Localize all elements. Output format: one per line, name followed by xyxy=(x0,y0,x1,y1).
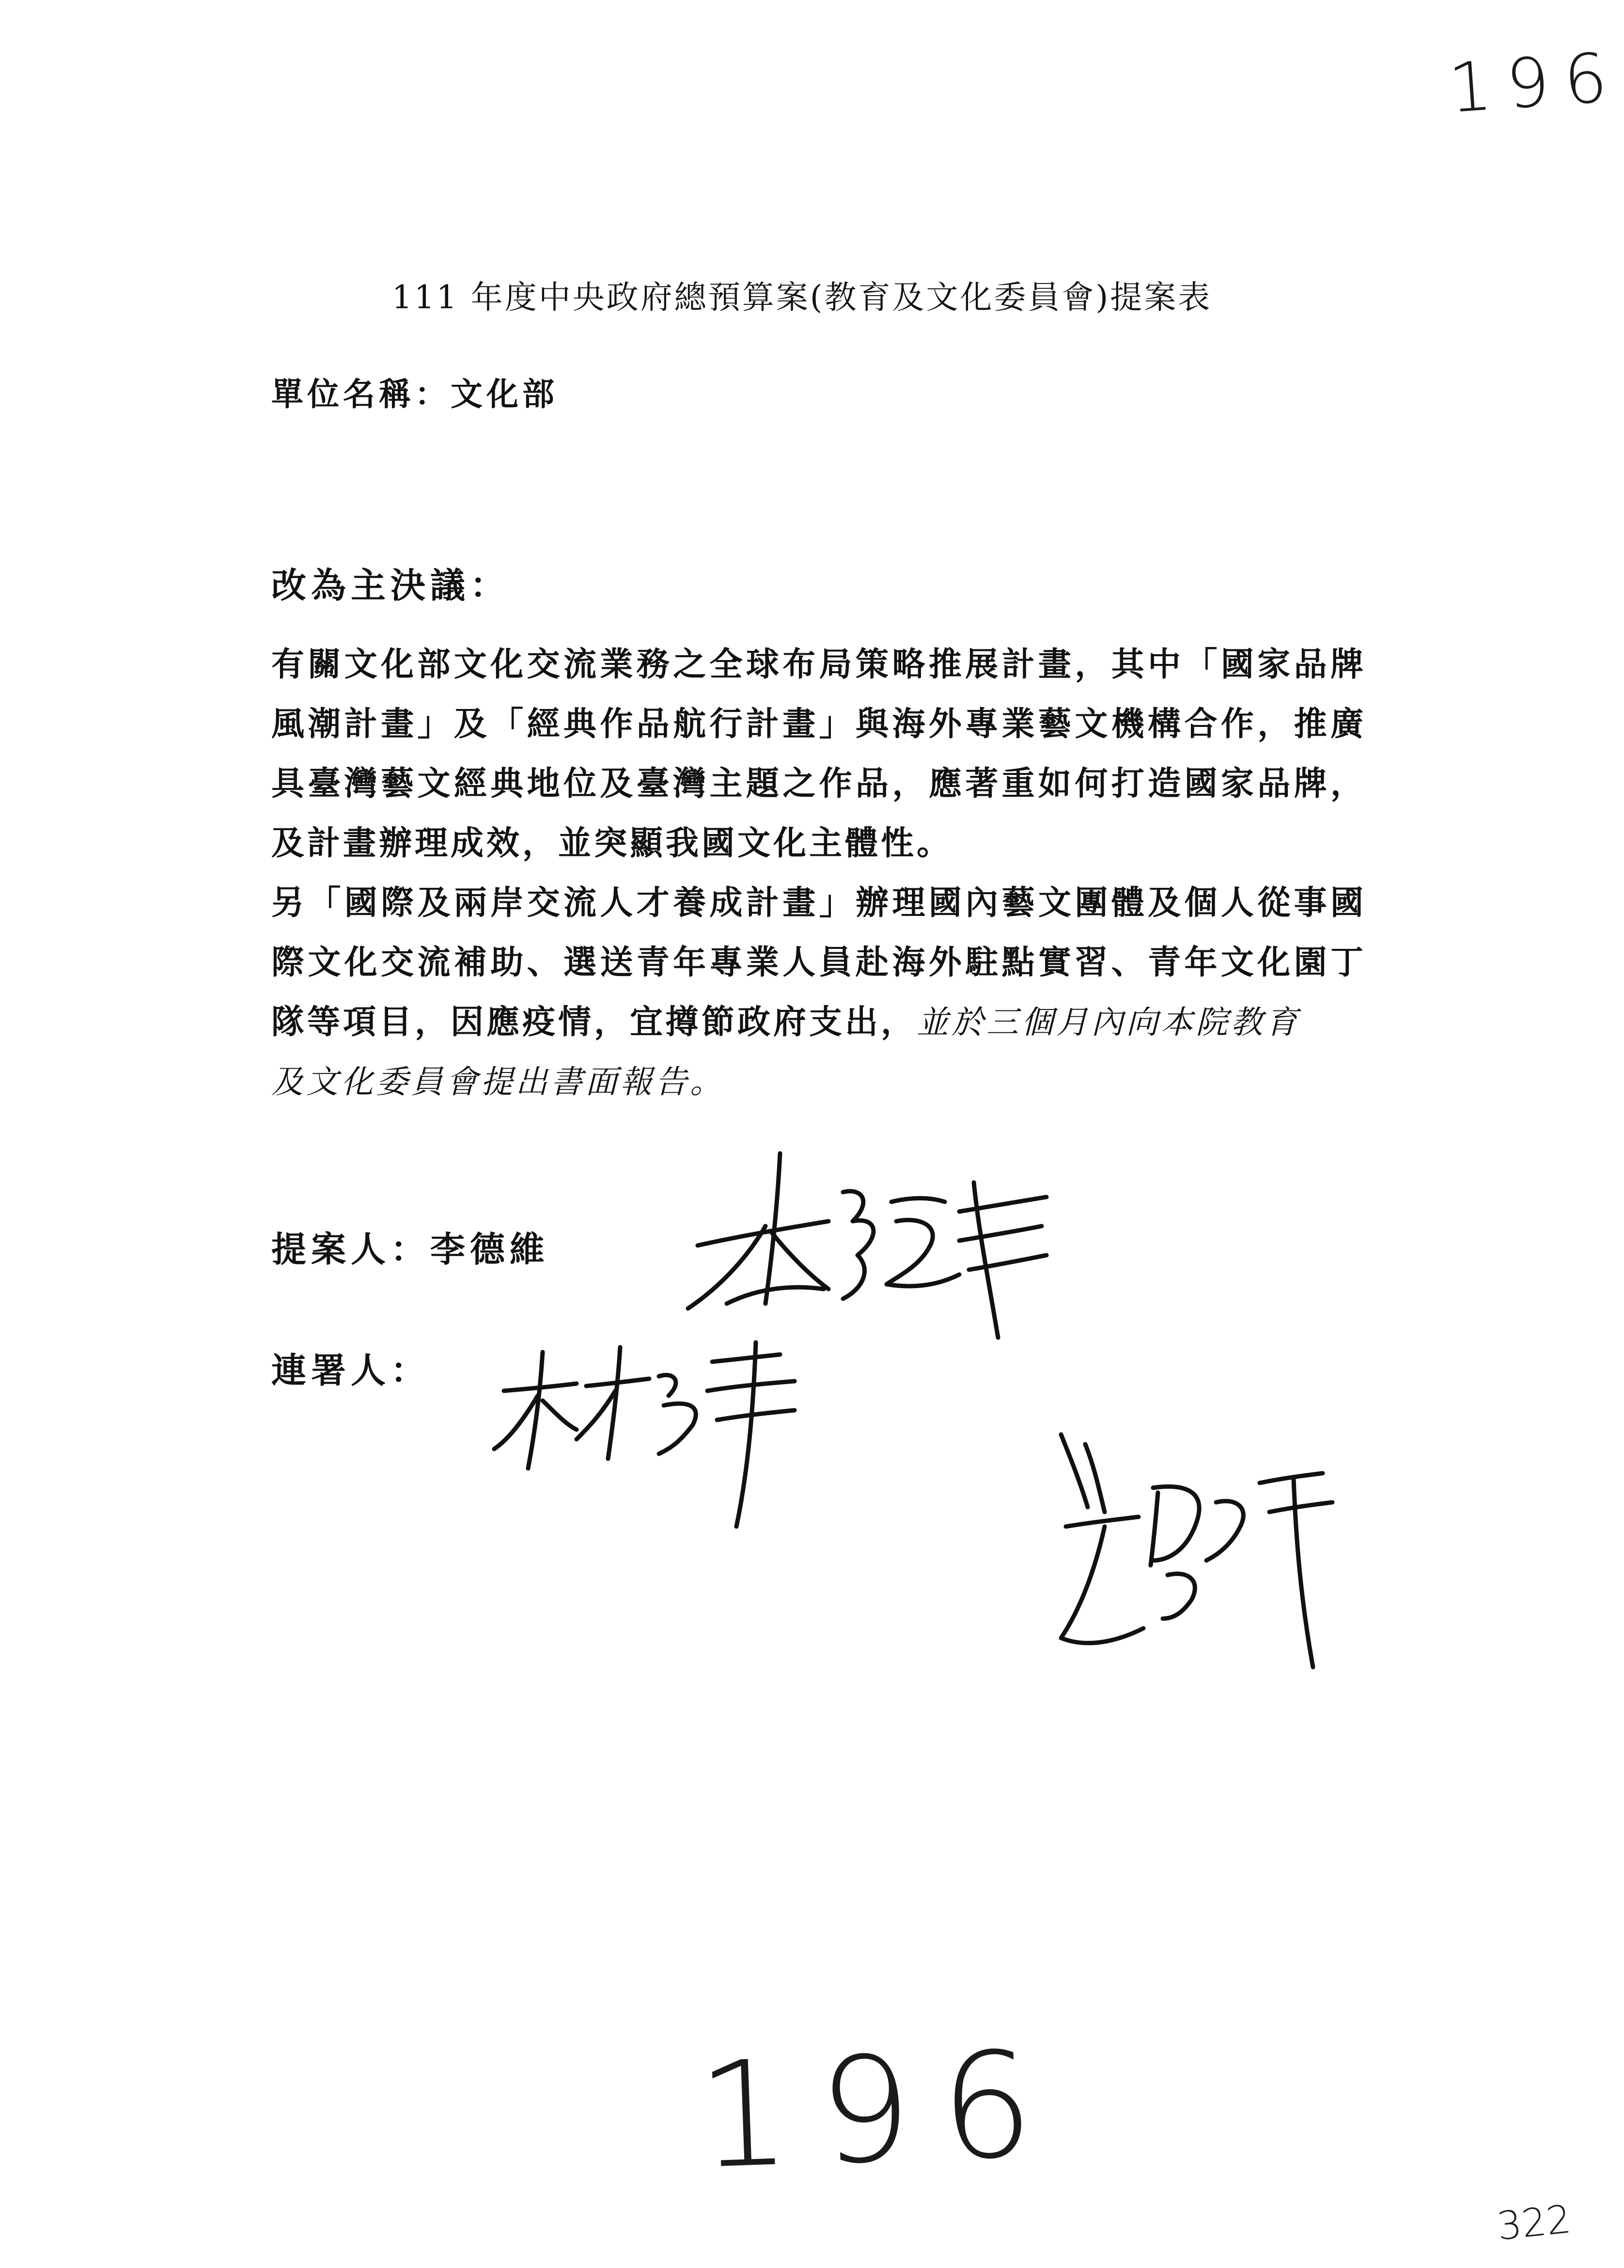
paragraph-2 xyxy=(271,873,1366,1112)
paragraph-2-text: 另「國際及兩岸交流人才養成計畫」辦理國內藝文團體及個人從事國際文化交流補助、選送青年專業人員赴海外駐點實習、青年文化園丁隊等項目，因應疫情，宜撙節政府支出， xyxy=(271,883,1366,1041)
cosigner-label: 連署人： xyxy=(271,1350,431,1391)
handwritten-addition-2: 及文化委員會提出書面報告。 xyxy=(271,1063,725,1101)
cosigner-1-signature xyxy=(484,1333,824,1536)
handwritten-addition-1: 並於三個月內向本院教育 xyxy=(917,1004,1301,1041)
proposer-label: 提案人： xyxy=(271,1228,431,1270)
paragraph-1: 有關文化部文化交流業務之全球布局策略推展計畫，其中「國家品牌風潮計畫」及「經典作品航行計畫」與海外專業藝文機構合作，推廣具臺灣藝文經典地位及臺灣主題之作品，應著重如何打造國家品牌，及計畫辦理成效，並突顯我國文化主體性。 xyxy=(271,645,1366,863)
page-number-bottom: 196 xyxy=(695,2019,1065,2202)
proposer-line xyxy=(271,1221,549,1272)
page-number-corner: 322 xyxy=(1495,2196,1574,2249)
resolution-body xyxy=(271,635,1366,1112)
unit-label: 單位名稱： xyxy=(271,375,451,413)
proposer-name: 李德維 xyxy=(430,1228,550,1270)
section-heading: 改為主決議： xyxy=(271,565,510,606)
cosigner-line xyxy=(271,1342,430,1393)
page-number-top: 196 xyxy=(1446,37,1624,129)
proposer-signature xyxy=(669,1144,1066,1347)
cosigner-2-signature xyxy=(1042,1415,1342,1686)
unit-name: 文化部 xyxy=(451,375,558,413)
document-title: 111 年度中央政府總預算案(教育及文化委員會)提案表 xyxy=(391,279,1212,316)
unit-line xyxy=(271,368,558,414)
